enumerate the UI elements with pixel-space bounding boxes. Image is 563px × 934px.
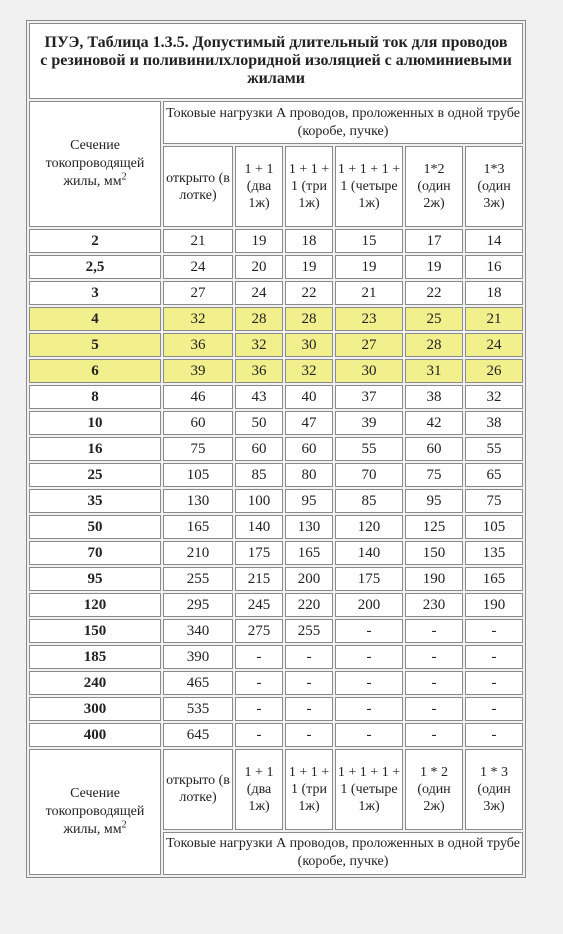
cell-value: -: [235, 645, 283, 669]
cell-value: 28: [235, 307, 283, 331]
cell-value: 200: [285, 567, 333, 591]
table-row: [29, 671, 523, 695]
table-title: [29, 23, 523, 99]
cell-value: 21: [163, 229, 233, 253]
cell-value: 150: [405, 541, 463, 565]
cell-value: -: [465, 645, 523, 669]
cell-value: 210: [163, 541, 233, 565]
cell-value: 37: [335, 385, 403, 409]
section-footer: Сечение токопроводящей жилы, $мм^2$: [29, 749, 161, 875]
cell-value: 43: [235, 385, 283, 409]
row-section: 4: [29, 307, 161, 331]
cell-value: 55: [335, 437, 403, 461]
cell-value: 24: [163, 255, 233, 279]
row-section: 95: [29, 567, 161, 591]
cell-value: 255: [285, 619, 333, 643]
cell-value: 28: [405, 333, 463, 357]
table-row: [29, 411, 523, 435]
cell-value: 175: [335, 567, 403, 591]
cell-value: -: [465, 619, 523, 643]
cell-value: 46: [163, 385, 233, 409]
cell-value: 30: [335, 359, 403, 383]
table-row: [29, 645, 523, 669]
cell-value: 50: [235, 411, 283, 435]
cell-value: 135: [465, 541, 523, 565]
cell-value: 55: [465, 437, 523, 461]
cell-value: 31: [405, 359, 463, 383]
cell-value: -: [465, 697, 523, 721]
table-row: [29, 307, 523, 331]
title-line-2: с резиновой и поливинилхлоридной изоляцией с алюминиевыми жилами: [40, 52, 512, 87]
cell-value: 16: [465, 255, 523, 279]
cell-value: 390: [163, 645, 233, 669]
table-container: [26, 20, 524, 878]
table-row: [29, 281, 523, 305]
cell-value: 36: [163, 333, 233, 357]
cell-value: 95: [405, 489, 463, 513]
load-footer: Токовые нагрузки А проводов, проложенных в одной трубе (коробе, пучке): [163, 832, 523, 875]
cell-value: 220: [285, 593, 333, 617]
row-section: 50: [29, 515, 161, 539]
cell-value: 14: [465, 229, 523, 253]
cell-value: 200: [335, 593, 403, 617]
cell-value: 535: [163, 697, 233, 721]
cell-value: 24: [235, 281, 283, 305]
cell-value: 19: [405, 255, 463, 279]
cell-value: 125: [405, 515, 463, 539]
cell-value: -: [285, 697, 333, 721]
cell-value: 85: [335, 489, 403, 513]
cell-value: 24: [465, 333, 523, 357]
row-section: 8: [29, 385, 161, 409]
cell-value: -: [335, 619, 403, 643]
col-footer: 1 * 2 (один 2ж): [405, 749, 463, 830]
cell-value: 60: [235, 437, 283, 461]
cell-value: -: [405, 671, 463, 695]
cell-value: 18: [465, 281, 523, 305]
table-body: [29, 229, 523, 747]
table-row: [29, 489, 523, 513]
row-section: 400: [29, 723, 161, 747]
cell-value: 130: [285, 515, 333, 539]
table-row: [29, 593, 523, 617]
table-row: [29, 333, 523, 357]
cell-value: -: [465, 723, 523, 747]
cell-value: 85: [235, 463, 283, 487]
section-header: Сечение токопроводящей жилы, $мм^2$: [29, 101, 161, 227]
cell-value: 100: [235, 489, 283, 513]
cell-value: 38: [405, 385, 463, 409]
cell-value: 295: [163, 593, 233, 617]
cell-value: -: [465, 671, 523, 695]
cell-value: 27: [163, 281, 233, 305]
cell-value: 645: [163, 723, 233, 747]
cell-value: 190: [405, 567, 463, 591]
row-section: 2,5: [29, 255, 161, 279]
table-row: [29, 385, 523, 409]
row-section: 16: [29, 437, 161, 461]
table-row: [29, 255, 523, 279]
cell-value: -: [335, 723, 403, 747]
cell-value: 165: [465, 567, 523, 591]
row-section: 6: [29, 359, 161, 383]
cell-value: 36: [235, 359, 283, 383]
cell-value: -: [235, 671, 283, 695]
cell-value: -: [285, 671, 333, 695]
row-section: 300: [29, 697, 161, 721]
row-section: 3: [29, 281, 161, 305]
cell-value: 26: [465, 359, 523, 383]
cell-value: 22: [405, 281, 463, 305]
cell-value: 30: [285, 333, 333, 357]
cell-value: 60: [285, 437, 333, 461]
cell-value: -: [335, 697, 403, 721]
cell-value: 75: [163, 437, 233, 461]
table-row: [29, 723, 523, 747]
title-line-1: ПУЭ, Таблица 1.3.5. Допустимый длительный ток для проводов: [44, 34, 508, 51]
table-row: [29, 463, 523, 487]
cell-value: 60: [405, 437, 463, 461]
cell-value: 105: [465, 515, 523, 539]
cell-value: 25: [405, 307, 463, 331]
column-headers-bottom: [29, 749, 523, 830]
row-section: 35: [29, 489, 161, 513]
cell-value: 140: [335, 541, 403, 565]
row-section: 25: [29, 463, 161, 487]
table-row: [29, 437, 523, 461]
cell-value: 165: [285, 541, 333, 565]
cell-value: -: [285, 723, 333, 747]
cell-value: 21: [335, 281, 403, 305]
cell-value: 21: [465, 307, 523, 331]
row-section: 150: [29, 619, 161, 643]
col-footer: 1 + 1 (два 1ж): [235, 749, 283, 830]
cell-value: 65: [465, 463, 523, 487]
row-section: 5: [29, 333, 161, 357]
row-section: 185: [29, 645, 161, 669]
row-section: 10: [29, 411, 161, 435]
table-row: [29, 515, 523, 539]
row-section: 240: [29, 671, 161, 695]
col-header: 1*2 (один 2ж): [405, 146, 463, 227]
row-section: 2: [29, 229, 161, 253]
cell-value: 60: [163, 411, 233, 435]
cell-value: 28: [285, 307, 333, 331]
table-row: [29, 229, 523, 253]
cell-value: 75: [465, 489, 523, 513]
col-header: 1 + 1 + 1 + 1 (четыре 1ж): [335, 146, 403, 227]
cell-value: 18: [285, 229, 333, 253]
cell-value: -: [405, 723, 463, 747]
cell-value: 80: [285, 463, 333, 487]
cell-value: 20: [235, 255, 283, 279]
cell-value: 255: [163, 567, 233, 591]
cell-value: 19: [285, 255, 333, 279]
cell-value: -: [285, 645, 333, 669]
cell-value: 465: [163, 671, 233, 695]
cell-value: 39: [163, 359, 233, 383]
cell-value: 32: [235, 333, 283, 357]
row-section: 120: [29, 593, 161, 617]
cell-value: -: [405, 645, 463, 669]
cell-value: 95: [285, 489, 333, 513]
table-row: [29, 567, 523, 591]
row-section: 70: [29, 541, 161, 565]
cell-value: 175: [235, 541, 283, 565]
cell-value: 32: [285, 359, 333, 383]
cell-value: -: [405, 619, 463, 643]
cell-value: 19: [335, 255, 403, 279]
cell-value: 190: [465, 593, 523, 617]
cell-value: 245: [235, 593, 283, 617]
cell-value: 32: [163, 307, 233, 331]
cell-value: 40: [285, 385, 333, 409]
col-footer: 1 + 1 + 1 + 1 (четыре 1ж): [335, 749, 403, 830]
cell-value: 27: [335, 333, 403, 357]
cell-value: 275: [235, 619, 283, 643]
cell-value: 165: [163, 515, 233, 539]
col-header: 1 + 1 + 1 (три 1ж): [285, 146, 333, 227]
cell-value: 38: [465, 411, 523, 435]
load-header: Токовые нагрузки А проводов, проложенных в одной трубе (коробе, пучке): [163, 101, 523, 144]
cell-value: 105: [163, 463, 233, 487]
col-header: 1*3 (один 3ж): [465, 146, 523, 227]
cell-value: 17: [405, 229, 463, 253]
cell-value: 22: [285, 281, 333, 305]
col-footer: 1 * 3 (один 3ж): [465, 749, 523, 830]
cell-value: 215: [235, 567, 283, 591]
cell-value: -: [335, 671, 403, 695]
cell-value: 15: [335, 229, 403, 253]
cell-value: -: [235, 723, 283, 747]
cell-value: 70: [335, 463, 403, 487]
col-footer: открыто (в лотке): [163, 749, 233, 830]
cell-value: 120: [335, 515, 403, 539]
table-row: [29, 619, 523, 643]
table-row: [29, 541, 523, 565]
cell-value: 47: [285, 411, 333, 435]
cell-value: -: [235, 697, 283, 721]
cell-value: 230: [405, 593, 463, 617]
cell-value: 23: [335, 307, 403, 331]
cell-value: 75: [405, 463, 463, 487]
cell-value: 340: [163, 619, 233, 643]
cell-value: 19: [235, 229, 283, 253]
table-row: [29, 697, 523, 721]
col-footer: 1 + 1 + 1 (три 1ж): [285, 749, 333, 830]
cell-value: 39: [335, 411, 403, 435]
col-header: открыто (в лотке): [163, 146, 233, 227]
table-row: [29, 359, 523, 383]
cell-value: -: [335, 645, 403, 669]
col-header: 1 + 1 (два 1ж): [235, 146, 283, 227]
cell-value: 140: [235, 515, 283, 539]
ampacity-table: [26, 20, 526, 878]
cell-value: 32: [465, 385, 523, 409]
cell-value: 130: [163, 489, 233, 513]
cell-value: 42: [405, 411, 463, 435]
cell-value: -: [405, 697, 463, 721]
